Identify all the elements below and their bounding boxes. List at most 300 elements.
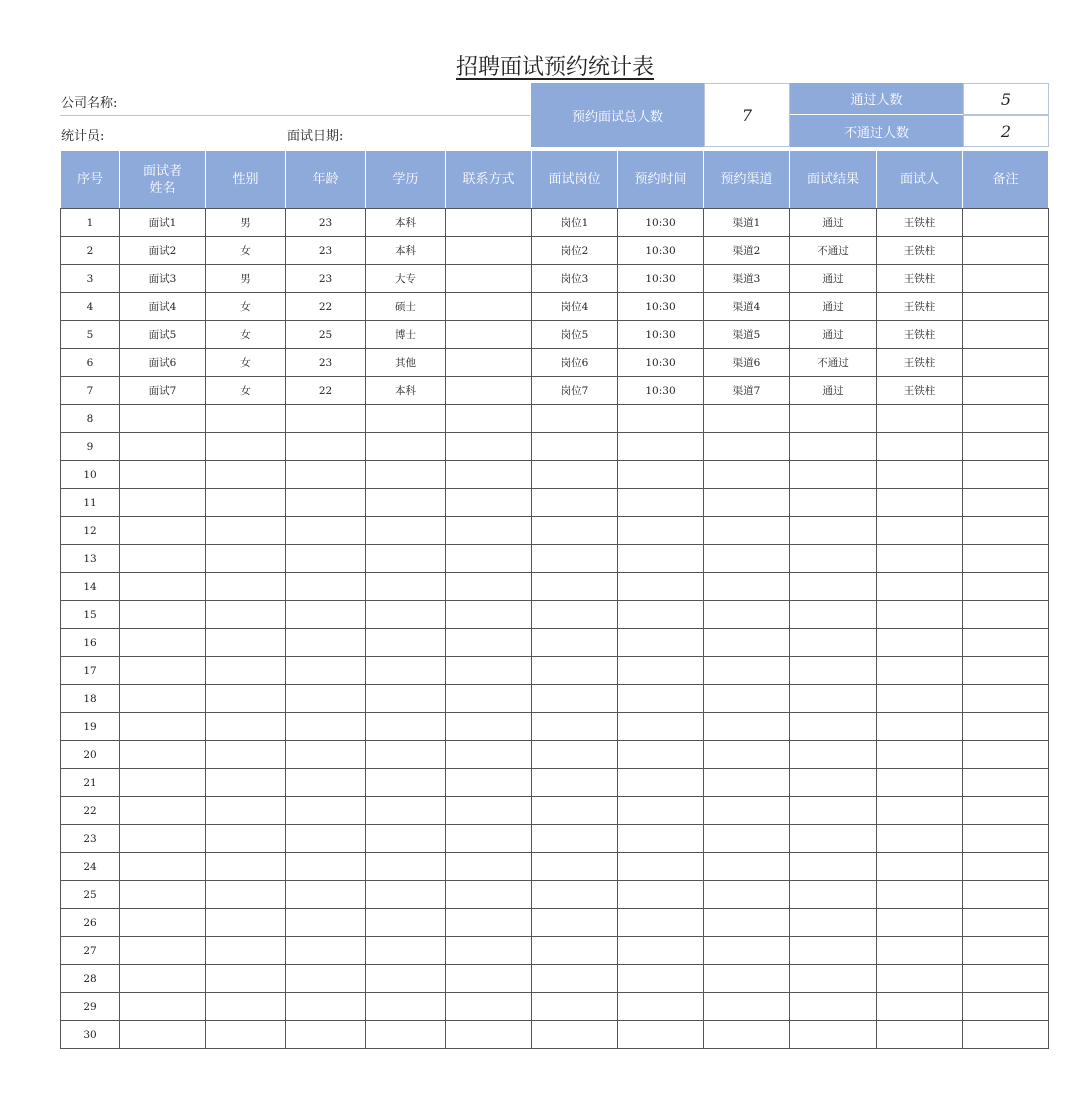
table-cell (446, 209, 532, 237)
table-cell (963, 713, 1049, 741)
table-cell (532, 769, 618, 797)
table-cell (206, 405, 286, 433)
clerk-label: 统计员: (61, 129, 105, 144)
table-cell (206, 713, 286, 741)
table-cell (366, 405, 446, 433)
table-cell: 通过 (790, 265, 877, 293)
table-cell (286, 405, 366, 433)
table-row (61, 377, 1049, 405)
table-cell: 渠道4 (704, 293, 790, 321)
interview-table (60, 150, 1049, 1049)
table-cell (120, 573, 206, 601)
table-row (61, 209, 1049, 237)
table-cell: 渠道5 (704, 321, 790, 349)
table-cell (618, 629, 704, 657)
table-cell (790, 797, 877, 825)
table-cell: 18 (61, 685, 120, 713)
table-cell (206, 489, 286, 517)
table-cell (532, 685, 618, 713)
table-cell: 23 (286, 265, 366, 293)
table-cell (704, 573, 790, 601)
table-cell: 渠道3 (704, 265, 790, 293)
table-cell (877, 461, 963, 489)
table-cell: 12 (61, 517, 120, 545)
table-cell: 岗位5 (532, 321, 618, 349)
table-row (61, 601, 1049, 629)
table-cell: 23 (286, 237, 366, 265)
table-row (61, 237, 1049, 265)
table-cell (286, 601, 366, 629)
table-cell: 王铁柱 (877, 293, 963, 321)
table-cell (704, 993, 790, 1021)
table-cell (446, 265, 532, 293)
table-cell (618, 797, 704, 825)
table-cell (790, 657, 877, 685)
table-cell: 面试3 (120, 265, 206, 293)
table-cell (446, 321, 532, 349)
table-cell (120, 853, 206, 881)
table-cell: 通过 (790, 209, 877, 237)
table-cell (877, 405, 963, 433)
table-cell (790, 461, 877, 489)
table-cell: 大专 (366, 265, 446, 293)
table-cell (286, 685, 366, 713)
table-row (61, 741, 1049, 769)
table-cell (963, 769, 1049, 797)
table-cell (446, 741, 532, 769)
total-value: 7 (704, 83, 790, 147)
table-cell (790, 545, 877, 573)
column-header: 序号 (61, 151, 120, 209)
table-cell (618, 713, 704, 741)
table-cell (532, 629, 618, 657)
table-cell (877, 825, 963, 853)
table-cell (618, 601, 704, 629)
table-cell: 岗位7 (532, 377, 618, 405)
fail-value: 2 (963, 115, 1049, 147)
table-cell (704, 909, 790, 937)
table-cell: 10:30 (618, 237, 704, 265)
table-row (61, 881, 1049, 909)
table-cell (963, 797, 1049, 825)
table-cell (618, 405, 704, 433)
table-cell (532, 573, 618, 601)
table-cell (877, 713, 963, 741)
table-cell: 17 (61, 657, 120, 685)
table-cell (366, 937, 446, 965)
table-cell (120, 461, 206, 489)
table-cell (618, 489, 704, 517)
table-cell (120, 769, 206, 797)
column-header: 面试岗位 (532, 151, 618, 209)
table-cell (366, 657, 446, 685)
table-cell (618, 909, 704, 937)
table-cell (618, 965, 704, 993)
table-cell (790, 629, 877, 657)
table-cell (963, 685, 1049, 713)
table-cell: 22 (61, 797, 120, 825)
table-cell (704, 797, 790, 825)
table-cell: 本科 (366, 209, 446, 237)
column-header: 性别 (206, 151, 286, 209)
table-cell (206, 461, 286, 489)
table-cell (366, 545, 446, 573)
table-cell (704, 769, 790, 797)
table-cell: 8 (61, 405, 120, 433)
table-cell: 渠道1 (704, 209, 790, 237)
table-cell (120, 629, 206, 657)
table-cell (790, 601, 877, 629)
table-cell (532, 517, 618, 545)
table-cell (790, 769, 877, 797)
table-cell (704, 461, 790, 489)
table-cell: 王铁柱 (877, 209, 963, 237)
table-cell (120, 545, 206, 573)
table-cell (206, 965, 286, 993)
table-cell (704, 405, 790, 433)
table-row (61, 797, 1049, 825)
table-cell (206, 797, 286, 825)
table-cell (963, 461, 1049, 489)
table-cell (286, 629, 366, 657)
company-name-label: 公司名称: (61, 96, 118, 111)
table-row (61, 265, 1049, 293)
table-cell (206, 825, 286, 853)
table-cell (366, 909, 446, 937)
table-cell: 15 (61, 601, 120, 629)
table-cell: 13 (61, 545, 120, 573)
table-cell (120, 685, 206, 713)
table-cell (963, 881, 1049, 909)
table-cell (790, 853, 877, 881)
table-cell (704, 881, 790, 909)
table-cell (120, 405, 206, 433)
table-cell (286, 853, 366, 881)
table-cell: 通过 (790, 293, 877, 321)
table-cell (446, 713, 532, 741)
table-cell (877, 937, 963, 965)
table-cell (446, 601, 532, 629)
table-cell (963, 237, 1049, 265)
table-cell (704, 741, 790, 769)
company-name-underline (60, 115, 530, 116)
table-cell: 面试1 (120, 209, 206, 237)
table-cell (286, 1021, 366, 1049)
table-cell (446, 769, 532, 797)
table-cell: 25 (286, 321, 366, 349)
table-cell: 10:30 (618, 265, 704, 293)
table-cell (877, 685, 963, 713)
table-cell (366, 825, 446, 853)
table-cell (704, 713, 790, 741)
column-header: 联系方式 (446, 151, 532, 209)
table-cell (446, 1021, 532, 1049)
table-cell: 10:30 (618, 209, 704, 237)
table-cell (206, 1021, 286, 1049)
table-cell (366, 629, 446, 657)
table-cell: 王铁柱 (877, 377, 963, 405)
table-cell (790, 713, 877, 741)
column-header: 面试人 (877, 151, 963, 209)
table-cell (446, 573, 532, 601)
table-cell (366, 769, 446, 797)
table-cell (618, 853, 704, 881)
table-cell: 王铁柱 (877, 349, 963, 377)
table-cell (877, 601, 963, 629)
table-cell (790, 489, 877, 517)
table-cell (286, 797, 366, 825)
table-row (61, 909, 1049, 937)
table-cell (877, 741, 963, 769)
table-cell: 女 (206, 237, 286, 265)
table-cell (532, 993, 618, 1021)
table-cell (286, 909, 366, 937)
table-cell (963, 573, 1049, 601)
table-cell (618, 1021, 704, 1049)
table-cell (704, 489, 790, 517)
table-cell (120, 909, 206, 937)
table-cell (206, 853, 286, 881)
table-cell (446, 685, 532, 713)
table-cell (618, 881, 704, 909)
table-cell (704, 1021, 790, 1049)
table-cell: 10 (61, 461, 120, 489)
table-cell (963, 489, 1049, 517)
table-cell: 22 (286, 377, 366, 405)
table-cell (618, 937, 704, 965)
table-cell (120, 601, 206, 629)
table-row (61, 685, 1049, 713)
table-cell: 通过 (790, 321, 877, 349)
table-cell (790, 517, 877, 545)
table-cell (790, 881, 877, 909)
table-cell (120, 741, 206, 769)
table-cell: 22 (286, 293, 366, 321)
table-cell (963, 405, 1049, 433)
table-cell: 女 (206, 377, 286, 405)
table-cell (446, 965, 532, 993)
interview-date-label: 面试日期: (287, 129, 344, 144)
table-row (61, 321, 1049, 349)
table-cell (446, 293, 532, 321)
table-cell: 14 (61, 573, 120, 601)
table-cell: 面试7 (120, 377, 206, 405)
table-cell: 23 (286, 209, 366, 237)
table-row (61, 433, 1049, 461)
table-cell (704, 601, 790, 629)
table-cell (286, 657, 366, 685)
table-row (61, 461, 1049, 489)
table-cell: 王铁柱 (877, 321, 963, 349)
table-cell (286, 461, 366, 489)
table-cell (206, 573, 286, 601)
table-row (61, 825, 1049, 853)
table-cell (704, 685, 790, 713)
table-cell (120, 881, 206, 909)
table-cell: 4 (61, 293, 120, 321)
table-cell (963, 937, 1049, 965)
table-cell (790, 965, 877, 993)
table-cell (286, 713, 366, 741)
table-cell: 男 (206, 265, 286, 293)
pass-label: 通过人数 (790, 83, 963, 115)
table-cell (704, 545, 790, 573)
table-row (61, 993, 1049, 1021)
table-cell: 女 (206, 349, 286, 377)
table-cell (618, 657, 704, 685)
table-cell: 岗位4 (532, 293, 618, 321)
table-cell (366, 741, 446, 769)
table-cell (532, 657, 618, 685)
table-cell: 11 (61, 489, 120, 517)
table-cell (877, 909, 963, 937)
table-cell (446, 405, 532, 433)
table-cell (366, 685, 446, 713)
table-cell (790, 1021, 877, 1049)
table-cell (120, 713, 206, 741)
table-cell (618, 573, 704, 601)
table-cell (877, 769, 963, 797)
table-cell: 岗位6 (532, 349, 618, 377)
table-row (61, 573, 1049, 601)
table-cell (286, 993, 366, 1021)
table-cell (790, 909, 877, 937)
table-cell: 21 (61, 769, 120, 797)
table-cell (963, 853, 1049, 881)
table-cell: 5 (61, 321, 120, 349)
table-cell (532, 797, 618, 825)
table-row (61, 1021, 1049, 1049)
table-cell (963, 657, 1049, 685)
table-cell (286, 573, 366, 601)
table-cell (963, 993, 1049, 1021)
table-cell: 渠道7 (704, 377, 790, 405)
table-cell (963, 909, 1049, 937)
table-cell (206, 937, 286, 965)
table-cell (446, 433, 532, 461)
table-cell (446, 937, 532, 965)
table-cell (286, 825, 366, 853)
table-cell: 渠道2 (704, 237, 790, 265)
table-cell (446, 825, 532, 853)
table-cell: 27 (61, 937, 120, 965)
table-cell: 男 (206, 209, 286, 237)
table-cell (120, 965, 206, 993)
table-cell (286, 937, 366, 965)
table-cell (286, 769, 366, 797)
table-cell (704, 825, 790, 853)
table-cell (206, 909, 286, 937)
table-cell: 2 (61, 237, 120, 265)
table-cell (206, 769, 286, 797)
table-cell (963, 321, 1049, 349)
table-cell: 23 (61, 825, 120, 853)
table-cell (206, 629, 286, 657)
table-row (61, 937, 1049, 965)
table-cell (446, 489, 532, 517)
table-cell: 7 (61, 377, 120, 405)
table-cell (286, 881, 366, 909)
table-cell: 26 (61, 909, 120, 937)
table-cell (618, 993, 704, 1021)
table-cell (206, 881, 286, 909)
table-cell (704, 937, 790, 965)
page-title: 招聘面试预约统计表 (455, 55, 654, 80)
table-cell (366, 517, 446, 545)
table-cell (532, 937, 618, 965)
table-cell: 3 (61, 265, 120, 293)
table-cell (618, 741, 704, 769)
table-cell: 24 (61, 853, 120, 881)
table-cell (446, 545, 532, 573)
column-header: 学历 (366, 151, 446, 209)
table-cell (963, 741, 1049, 769)
table-cell (366, 433, 446, 461)
table-cell: 面试2 (120, 237, 206, 265)
table-cell (120, 657, 206, 685)
table-cell (286, 489, 366, 517)
table-row (61, 405, 1049, 433)
table-cell (963, 629, 1049, 657)
table-row (61, 769, 1049, 797)
table-cell (120, 797, 206, 825)
table-cell (120, 489, 206, 517)
table-cell (963, 1021, 1049, 1049)
table-row (61, 657, 1049, 685)
table-cell (120, 825, 206, 853)
table-cell: 通过 (790, 377, 877, 405)
table-cell: 博士 (366, 321, 446, 349)
table-cell (532, 433, 618, 461)
table-cell (366, 713, 446, 741)
table-cell (532, 909, 618, 937)
table-cell (286, 433, 366, 461)
table-cell (446, 629, 532, 657)
table-cell (120, 1021, 206, 1049)
table-cell (446, 461, 532, 489)
table-cell (618, 517, 704, 545)
table-row (61, 349, 1049, 377)
table-cell (366, 993, 446, 1021)
table-cell (963, 965, 1049, 993)
table-cell: 6 (61, 349, 120, 377)
table-cell: 面试5 (120, 321, 206, 349)
table-cell (877, 489, 963, 517)
table-cell: 面试6 (120, 349, 206, 377)
table-cell (446, 349, 532, 377)
table-cell (446, 377, 532, 405)
table-cell (790, 993, 877, 1021)
table-cell (877, 657, 963, 685)
table-cell: 10:30 (618, 349, 704, 377)
table-cell (532, 741, 618, 769)
table-cell (366, 965, 446, 993)
table-cell: 岗位3 (532, 265, 618, 293)
table-cell (790, 405, 877, 433)
table-cell (877, 965, 963, 993)
table-cell (206, 545, 286, 573)
table-cell (618, 433, 704, 461)
table-cell: 硕士 (366, 293, 446, 321)
table-cell (618, 825, 704, 853)
table-cell (877, 573, 963, 601)
table-cell (877, 853, 963, 881)
table-cell: 20 (61, 741, 120, 769)
table-cell (963, 825, 1049, 853)
total-label: 预约面试总人数 (531, 83, 704, 147)
column-header: 预约时间 (618, 151, 704, 209)
table-cell (120, 937, 206, 965)
